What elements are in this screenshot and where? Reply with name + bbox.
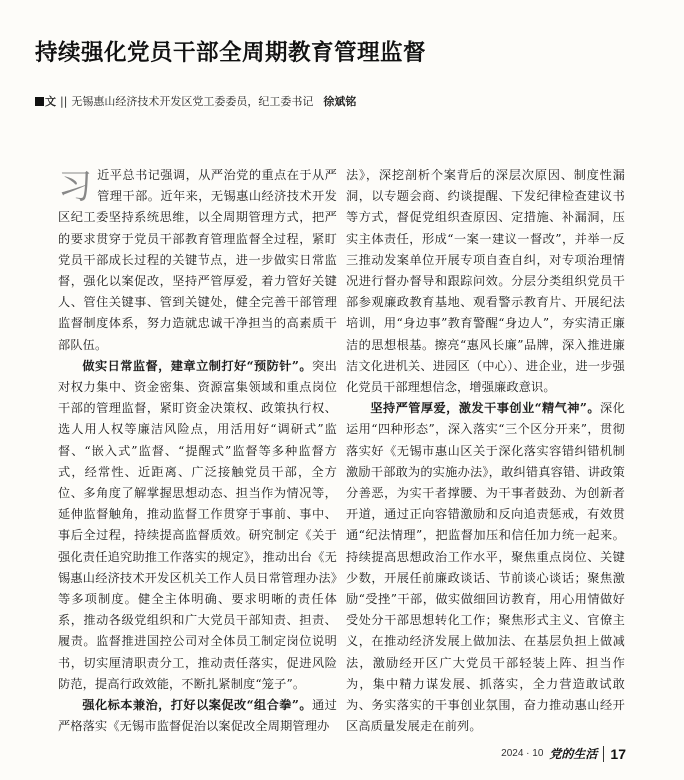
byline-label: 文 — [45, 95, 56, 108]
article-title: 持续强化党员干部全周期教育管理监督 — [35, 40, 427, 66]
intro-paragraph — [58, 165, 337, 356]
section2-body: 通过严格落实《无锡市监督促治以案促改全周期管理办 — [58, 698, 337, 734]
byline — [35, 94, 655, 110]
section1-body: 突出对权力集中、资金密集、资源富集领域和重点岗位干部的管理监督，紧盯资金决策权、政策执行权、选人用人权等廉洁风险点，用活用好“调研式”监督、“嵌入式”监督、“提醒式”监督等多种监督方式，经常性、近距离、广泛接触党员干部，全方位、多角度了解掌握思想动态、担当作为情况等，延伸监督触角，推动监督工作贯穿于事前、事中、事后全过程，持续提高监督质效。研究制定《关于强化责任追究助推工作落实的规定》，推动出台《无锡惠山经济技术开发区机关工作人员日常管理办法》等多项制度。健全主体明确、要求明晰的责任体系，推动各级党组织和广大党员干部知责、担责、履责。监督推进国控公司对全体员工制定岗位说明书，切实厘清职责分工，推动责任落实，促进风险防范，提高行政效能，不断扎紧制度“笼子”。 — [58, 358, 337, 691]
byline-author: 徐斌铭 — [323, 95, 357, 108]
section3-body: 深化运用“四种形态”，深入落实“三个区分开来”，贯彻落实好《无锡市惠山区关于深化落实容错纠错机制激励干部敢为的实施办法》，敢纠错真容错、讲政策分善恶，为实干者撑腰、为干事者鼓劲、为创新者开道，通过正向容错激励和反向追责惩戒，有效贯通“纪法情理”，把监督加压和信任加力统一起来。持续提高思想政治工作水平，聚焦重点岗位、关键少数，开展任前廉政谈话、节前谈心谈话；聚焦激励“受挫”干部，做实做细回访教育，用心用情做好受处分干部思想转化工作；聚焦形式主义、官僚主义，在推动经济发展上做加法、在基层负担上做减法，激励经开区广大党员干部轻装上阵、担当作为，集中精力谋发展、抓落实，全力营造敢试敢为、务实落实的干事创业氛围，奋力推动惠山经开区高质量发展走在前列。 — [346, 401, 625, 734]
section1-paragraph — [58, 356, 337, 695]
intro-text: 近平总书记强调，从严治党的重点在于从严管理干部。近年来，无锡惠山经济技术开发区纪工委坚持系统思维，以全周期管理方式，把严的要求贯穿于党员干部教育管理监督全过程，紧盯党员干部成长过程的关键节点，进一步做实日常监督，强化以案促改，坚持严管厚爱，着力管好关键人、管住关键事、管到关键处，健全完善干部管理监督制度体系，努力造就忠诚干净担当的高素质干部队伍。 — [58, 168, 337, 352]
issue-date: 2024 · 10 — [501, 748, 544, 759]
page-footer — [501, 745, 626, 762]
footer-divider — [603, 746, 604, 762]
section3-paragraph — [346, 398, 625, 737]
section2-paragraph — [58, 695, 337, 737]
right-column — [346, 165, 625, 737]
byline-marker — [35, 97, 44, 106]
dropcap: 习 — [58, 167, 93, 207]
section2-heading: 强化标本兼治，打好以案促改“组合拳”。 — [82, 698, 313, 713]
left-column — [58, 165, 337, 737]
section3-heading: 坚持严管厚爱，激发干事创业“精气神”。 — [370, 401, 601, 416]
magazine-logo: 党的生活 — [549, 747, 598, 761]
page-number: 17 — [610, 745, 626, 762]
section1-heading: 做实日常监督，建章立制打好“预防针”。 — [82, 358, 313, 373]
section2-continued-paragraph: 法》，深挖剖析个案背后的深层次原因、制度性漏洞，以专题会商、约谈提醒、下发纪律检查建议书等方式，督促党组织查原因、定措施、补漏洞，压实主体责任，形成“一案一建议一督改”，并举一反三推动发案单位开展专项自查自纠，对专项治理情况进行督办督导和跟踪问效。分层分类组织党员干部参观廉政教育基地、观看警示教育片、开展纪法培训，用“身边事”教育警醒“身边人”，夯实清正廉洁的思想根基。擦亮“惠风长廉”品牌，深入推进廉洁文化进机关、进园区（中心）、进企业，进一步强化党员干部理想信念，增强廉政意识。 — [346, 168, 625, 395]
byline-affiliation: 无锡惠山经济技术开发区党工委委员，纪工委书记 — [71, 95, 314, 108]
byline-separator: || — [60, 95, 68, 108]
